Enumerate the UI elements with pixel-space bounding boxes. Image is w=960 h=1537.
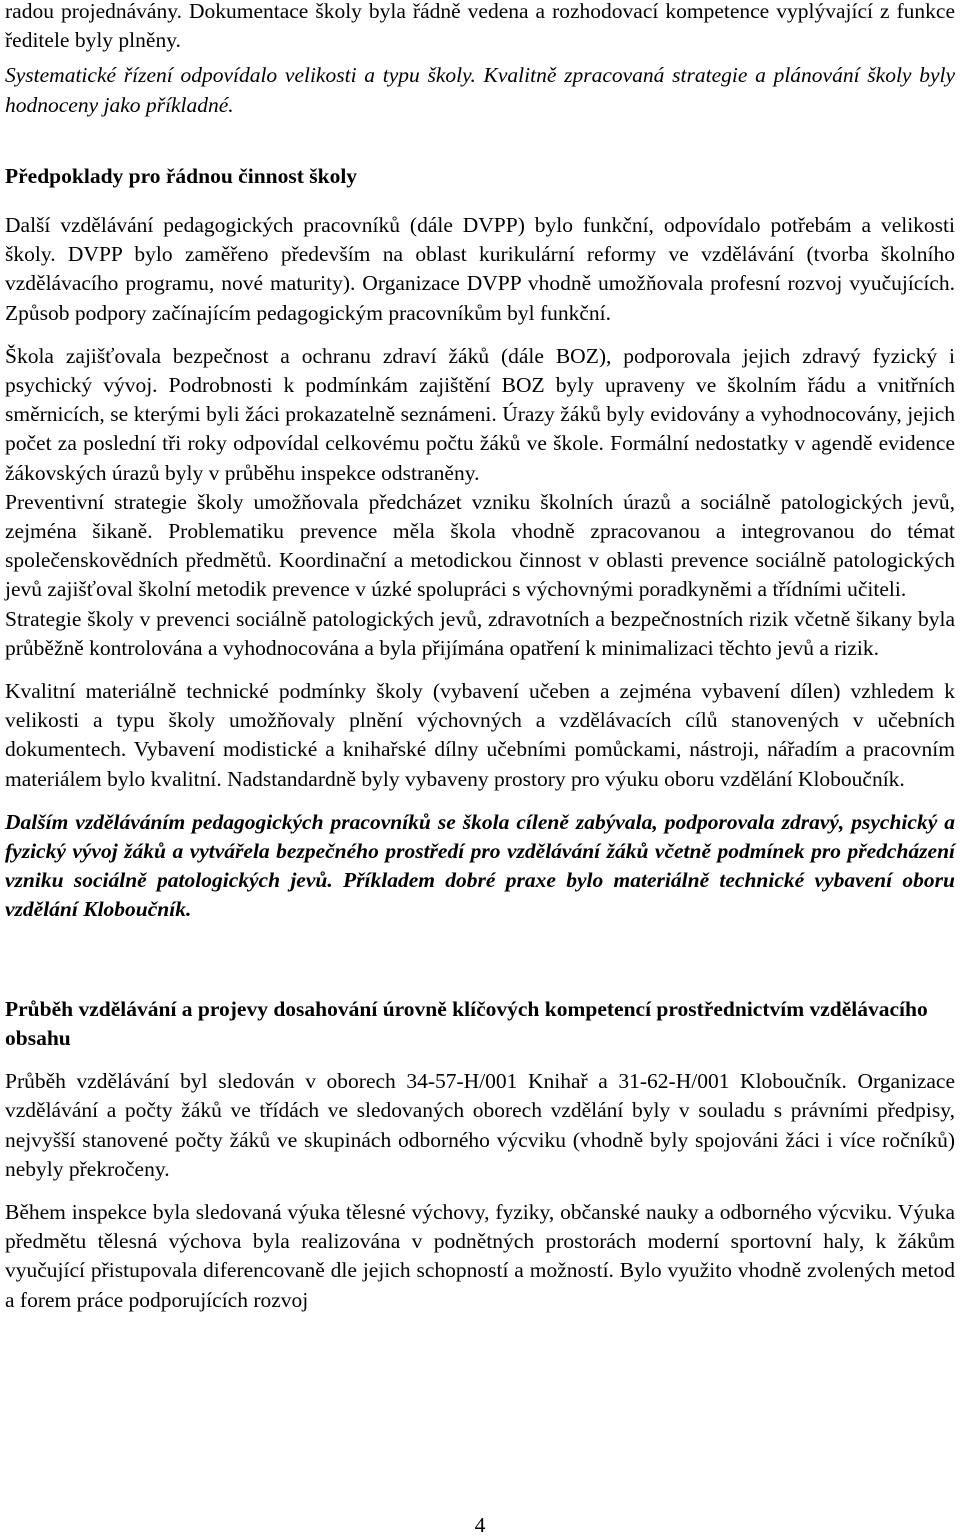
paragraph-decision-making: radou projednávány. Dokumentace školy byla řádně vedena a rozhodovací kompetence vyplývající z funkce ředitele byly plněny. [5,0,955,53]
paragraph-material-conditions: Kvalitní materiálně technické podmínky školy (vybavení učeben a zejména vybavení dílen) vzhledem k velikosti a typu školy umožňovaly plnění výchovných a vzdělávacích cílů stanovených v učebních dokumentech. Vybavení modistické a knihařské dílny učebními pomůckami, nástroji, nářadím a pracovním materiálem bylo kvalitní. Nadstandardně byly vybaveny prostory pro výuku oboru vzdělání Kloboučník. [5,679,955,791]
paragraph-strategy: Strategie školy v prevenci sociálně patologických jevů, zdravotních a bezpečnostních rizik včetně šikany byla průběžně kontrolována a vyhodnocována a byla přijímána opatření k minimalizaci těchto jevů a rizik. [5,606,955,660]
document-page [5,0,955,1315]
section-heading-education-process: Průběh vzdělávání a projevy dosahování úrovně klíčových kompetencí prostřednictvím vzdělávacího obsahu [5,996,928,1050]
page-number: 4 [474,1513,486,1537]
paragraph-observed-fields: Průběh vzdělávání byl sledován v oborech 34-57-H/001 Knihař a 31-62-H/001 Kloboučník. Organizace vzdělávání a počty žáků ve třídách ve sledovaných oborech vzdělání byly v souladu s právními předpisy, nejvyšší stanovené počty žáků ve skupinách odborného výcviku (vhodně byly spojováni žáci i více ročníků) nebyly překročeny. [5,1069,955,1181]
paragraph-dvpp: Další vzdělávání pedagogických pracovníků (dále DVPP) bylo funkční, odpovídalo potřebám a velikosti školy. DVPP bylo zaměřeno především na oblast kurikulární reformy ve vzdělávání (tvorba školního vzdělávacího programu, nové maturity). Organizace DVPP vhodně umožňovala profesní rozvoj vyučujících. Způsob podpory začínajícím pedagogickým pracovníkům byl funkční. [5,213,955,325]
paragraph-observed-lessons: Během inspekce byla sledovaná výuka tělesné výchovy, fyziky, občanské nauky a odborného výcviku. Výuka předmětu tělesná výchova byla realizována v podnětných prostorách moderní sportovní haly, k žákům vyučující přistupovala diferencovaně dle jejich schopností a možností. Bylo využito vhodně zvolených metod a forem práce podporujících rozvoj [5,1199,955,1312]
paragraph-prerequisites-summary: Dalším vzděláváním pedagogických pracovníků se škola cíleně zabývala, podporovala zdravý, psychický a fyzický vývoj žáků a vytvářela bezpečného prostředí pro vzdělávání žáků včetně podmínek pro předcházení vzniku sociálně patologických jevů. Příkladem dobré praxe bylo materiálně technické vybavení oboru vzdělání Kloboučník. [5,809,955,922]
paragraph-prevention: Preventivní strategie školy umožňovala předcházet vzniku školních úrazů a sociálně patologických jevů, zejména šikaně. Problematiku prevence měla škola vhodně zpracovanou a integrovanou do témat společenskovědních předmětů. Koordinační a metodickou činnost v oblasti prevence sociálně patologických jevů zajišťoval školní metodik prevence v úzké spolupráci s výchovnými poradkyněmi a třídními učiteli. [5,489,955,602]
paragraph-boz: Škola zajišťovala bezpečnost a ochranu zdraví žáků (dále BOZ), podporovala jejich zdravý fyzický i psychický vývoj. Podrobnosti k podmínkám zajištění BOZ byly upraveny ve školním řádu a vnitřních směrnicích, se kterými byli žáci prokazatelně seznámeni. Úrazy žáků byly evidovány a vyhodnocovány, jejich počet za poslední tři roky odpovídal celkovému počtu žáků ve škole. Formální nedostatky v agendě evidence žákovských úrazů byly v průběhu inspekce odstraněny. [5,343,955,485]
section-heading-prerequisites: Předpoklady pro řádnou činnost školy [5,163,358,188]
paragraph-management-summary: Systematické řízení odpovídalo velikosti a typu školy. Kvalitně zpracovaná strategie a plánování školy byly hodnoceny jako příkladné. [5,63,955,117]
